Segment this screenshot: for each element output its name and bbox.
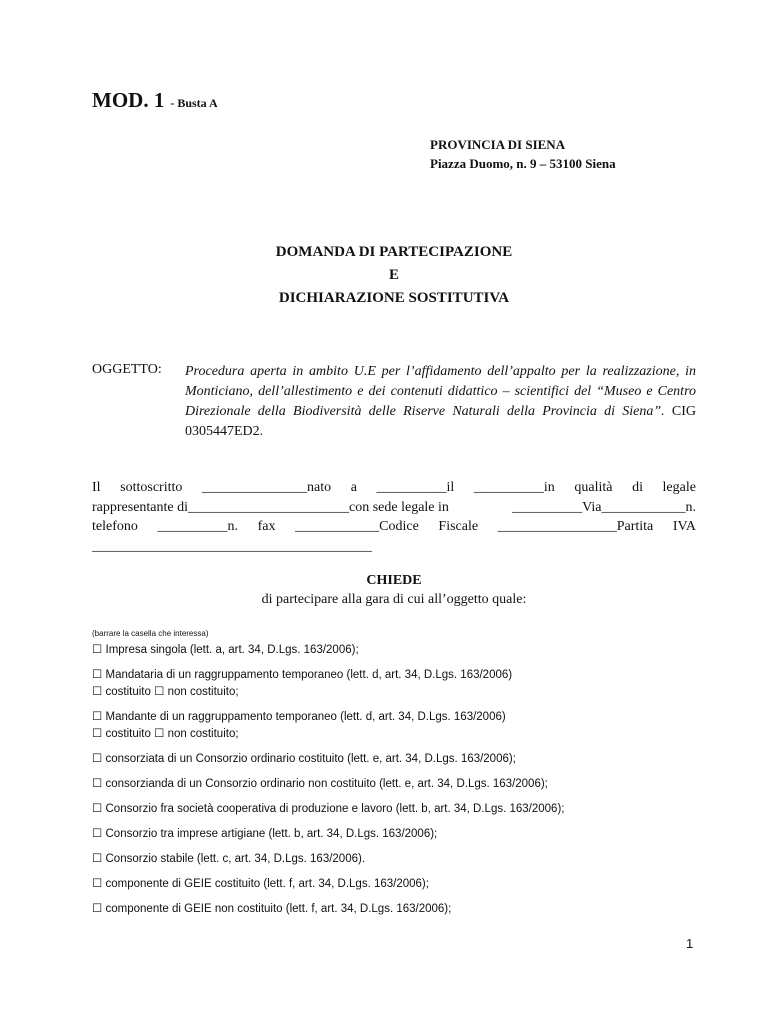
declarant-row-3 <box>92 517 696 537</box>
option-text: ☐ costituito ☐ non costituito; <box>92 686 239 698</box>
option-text: ☐ Consorzio stabile (lett. c, art. 34, D.Lgs. 163/2006). <box>92 853 366 865</box>
declarant-row3-word: __________n. <box>157 519 238 534</box>
chiede-subtitle: di partecipare alla gara di cui all’oggetto quale: <box>261 592 527 607</box>
option-item[interactable] <box>92 826 712 843</box>
option-item[interactable] <box>92 667 712 701</box>
option-text: ☐ Consorzio tra imprese artigiane (lett. b, art. 34, D.Lgs. 163/2006); <box>92 828 438 840</box>
title-line-2: E <box>388 267 399 283</box>
option-text: ☐ Consorzio fra società cooperativa di produzione e lavoro (lett. b, art. 34, D.Lgs. 163/2006); <box>92 803 565 815</box>
option-text: ☐ consorzianda di un Consorzio ordinario non costituito (lett. e, art. 34, D.Lgs. 163/2006); <box>92 778 548 790</box>
option-item[interactable] <box>92 801 712 818</box>
declarant-row1-word: __________in <box>473 480 555 495</box>
declarant-row3-word: IVA <box>672 519 696 534</box>
busta-label: - Busta A <box>170 96 218 110</box>
option-item[interactable] <box>92 709 712 743</box>
option-item[interactable] <box>92 901 712 918</box>
declarant-row1-word: di <box>632 480 643 495</box>
declarant-row3-word: ____________Codice <box>295 519 419 534</box>
oggetto-text <box>185 362 696 442</box>
option-text: ☐ Impresa singola (lett. a, art. 34, D.Lgs. 163/2006); <box>92 644 359 656</box>
declarant-row2-word: __________Via____________n. <box>512 499 696 515</box>
option-text: ☐ costituito ☐ non costituito; <box>92 728 239 740</box>
declarant-row3-word: fax <box>257 519 276 534</box>
declarant-row1-word: _______________nato <box>201 480 332 495</box>
option-text: ☐ Mandataria di un raggruppamento temporaneo (lett. d, art. 34, D.Lgs. 163/2006) <box>92 669 513 681</box>
recipient-street: Piazza Duomo, n. 9 – 53100 Siena <box>430 156 616 171</box>
declarant-row3-word: _________________Partita <box>497 519 654 534</box>
document-title <box>92 241 696 310</box>
mod-label: MOD. 1 <box>92 88 165 112</box>
page-number: 1 <box>686 936 694 951</box>
declarant-row-4: ________________________________________ <box>92 538 372 554</box>
declarant-row2-word: rappresentante di_______________________con sede legale in <box>92 499 449 515</box>
option-item[interactable] <box>92 876 712 893</box>
options-note: (barrare la casella che interessa) <box>92 629 209 638</box>
option-text: ☐ componente di GEIE non costituito (lett. f, art. 34, D.Lgs. 163/2006); <box>92 903 452 915</box>
declarant-fields <box>92 478 696 556</box>
declarant-row1-word: a <box>350 480 357 495</box>
form-header <box>92 88 218 113</box>
oggetto-label: OGGETTO: <box>92 362 162 377</box>
declarant-row3-word: Fiscale <box>438 519 479 534</box>
declarant-row1-word: Il <box>92 480 101 495</box>
options-list <box>92 642 712 918</box>
title-line-1: DOMANDA DI PARTECIPAZIONE <box>275 244 513 260</box>
declarant-row1-word: legale <box>662 480 696 495</box>
option-text: ☐ componente di GEIE costituito (lett. f, art. 34, D.Lgs. 163/2006); <box>92 878 429 890</box>
chiede-title: CHIEDE <box>366 573 422 588</box>
declarant-row1-word: sottoscritto <box>120 480 183 495</box>
recipient-address <box>430 135 616 173</box>
option-text: ☐ Mandante di un raggruppamento temporaneo (lett. d, art. 34, D.Lgs. 163/2006) <box>92 711 506 723</box>
option-item[interactable] <box>92 751 712 768</box>
declarant-row1-word: __________il <box>376 480 455 495</box>
option-item[interactable] <box>92 776 712 793</box>
cig-code: CIG 0305447ED2. <box>185 404 696 439</box>
request-heading <box>92 571 696 609</box>
recipient-name: PROVINCIA DI SIENA <box>430 137 566 152</box>
oggetto-description: Procedura aperta in ambito U.E per l’affidamento dell’appalto per la realizzazione, in Monticiano, dell’allestimento e dei contenuti didattico – scientifici del “Museo e Centro Direzionale della Biodiversità delle Riserve Naturali della Provincia di Siena”. <box>185 364 696 419</box>
declarant-row1-word: qualità <box>574 480 613 495</box>
declarant-row3-word: telefono <box>92 519 138 534</box>
option-item[interactable] <box>92 642 712 659</box>
participation-options <box>92 629 712 926</box>
declarant-row-1 <box>92 478 696 498</box>
title-line-3: DICHIARAZIONE SOSTITUTIVA <box>278 290 510 306</box>
option-text: ☐ consorziata di un Consorzio ordinario costituito (lett. e, art. 34, D.Lgs. 163/2006); <box>92 753 516 765</box>
declarant-row-2 <box>92 498 696 518</box>
option-item[interactable] <box>92 851 712 868</box>
